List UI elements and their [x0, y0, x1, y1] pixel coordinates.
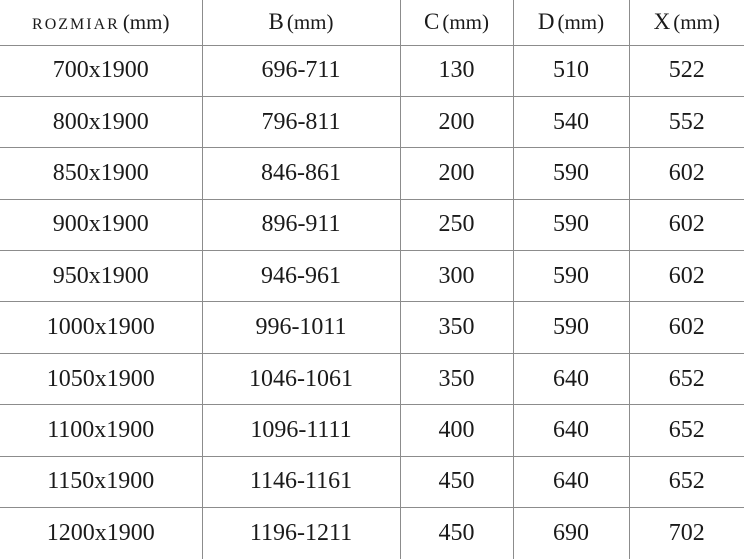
- column-header-label: D: [537, 9, 555, 35]
- table-row: [0, 353, 744, 404]
- table-cell: 652: [629, 353, 744, 404]
- table-cell: 1046-1061: [202, 353, 400, 404]
- column-header-unit: (mm): [557, 10, 605, 35]
- table-cell: 1096-1111: [202, 405, 400, 456]
- column-header-unit: (mm): [122, 10, 170, 35]
- table-body: [0, 45, 744, 559]
- table-cell: 1146-1161: [202, 456, 400, 507]
- column-header-unit: (mm): [673, 10, 720, 35]
- table-row: [0, 456, 744, 507]
- column-header-rozmiar: [0, 0, 202, 45]
- table-cell: 896-911: [202, 199, 400, 250]
- table-cell: 250: [400, 199, 513, 250]
- table-cell: 400: [400, 405, 513, 456]
- table-cell: 602: [629, 199, 744, 250]
- table-cell: 652: [629, 405, 744, 456]
- column-header-unit: (mm): [286, 10, 334, 35]
- table-cell: 900x1900: [0, 199, 202, 250]
- table-row: [0, 508, 744, 559]
- table-cell: 640: [513, 405, 629, 456]
- table-cell: 450: [400, 456, 513, 507]
- table-cell: 796-811: [202, 96, 400, 147]
- table-cell: 602: [629, 148, 744, 199]
- table-cell: 200: [400, 96, 513, 147]
- table-cell: 590: [513, 251, 629, 302]
- table-row: [0, 199, 744, 250]
- table-cell: 996-1011: [202, 302, 400, 353]
- table-cell: 696-711: [202, 45, 400, 96]
- table-cell: 702: [668, 520, 705, 546]
- table-cell: 590: [513, 199, 629, 250]
- table-cell: 602: [629, 302, 744, 353]
- table-cell: 950x1900: [0, 251, 202, 302]
- column-header-x: [629, 0, 744, 45]
- table-cell: 450: [400, 508, 513, 559]
- table-cell: 640: [513, 353, 629, 404]
- table-cell: 590: [513, 302, 629, 353]
- table-cell: 590: [513, 148, 629, 199]
- table-cell: 652: [629, 456, 744, 507]
- table-cell: 602: [629, 251, 744, 302]
- table-row: [0, 148, 744, 199]
- column-header-label: X: [653, 9, 671, 35]
- column-header-label: C: [424, 9, 440, 35]
- column-header-b: [202, 0, 400, 45]
- table-row: [0, 302, 744, 353]
- table-cell: 1200x1900: [0, 508, 202, 559]
- table-cell: 846-861: [202, 148, 400, 199]
- table-cell: 1050x1900: [0, 353, 202, 404]
- column-header-d: [513, 0, 629, 45]
- table-cell: 540: [513, 96, 629, 147]
- table-cell: 130: [400, 45, 513, 96]
- table-cell: 850x1900: [0, 148, 202, 199]
- table-row: [0, 45, 744, 96]
- table-cell: 1196-1211: [202, 508, 400, 559]
- table-cell: 1000x1900: [0, 302, 202, 353]
- table-cell: 946-961: [202, 251, 400, 302]
- table-cell: 640: [513, 456, 629, 507]
- table-cell: 300: [400, 251, 513, 302]
- table-cell: 522: [629, 45, 744, 96]
- column-header-unit: (mm): [442, 10, 489, 35]
- column-header-label: ROZMIAR: [32, 16, 120, 34]
- table-row: [0, 96, 744, 147]
- table-cell: 690: [513, 508, 629, 559]
- column-header-c: [400, 0, 513, 45]
- table-cell: 510: [513, 45, 629, 96]
- table-cell: 200: [400, 148, 513, 199]
- table-cell: 700x1900: [0, 45, 202, 96]
- table-cell: 1100x1900: [0, 405, 202, 456]
- table-cell: 1150x1900: [0, 456, 202, 507]
- column-header-label: B: [268, 9, 284, 35]
- header-row: [0, 0, 744, 45]
- table-cell: 552: [629, 96, 744, 147]
- table-cell: 350: [400, 302, 513, 353]
- table-row: [0, 251, 744, 302]
- table-row: [0, 405, 744, 456]
- table-cell: 800x1900: [0, 96, 202, 147]
- table-cell: 350: [400, 353, 513, 404]
